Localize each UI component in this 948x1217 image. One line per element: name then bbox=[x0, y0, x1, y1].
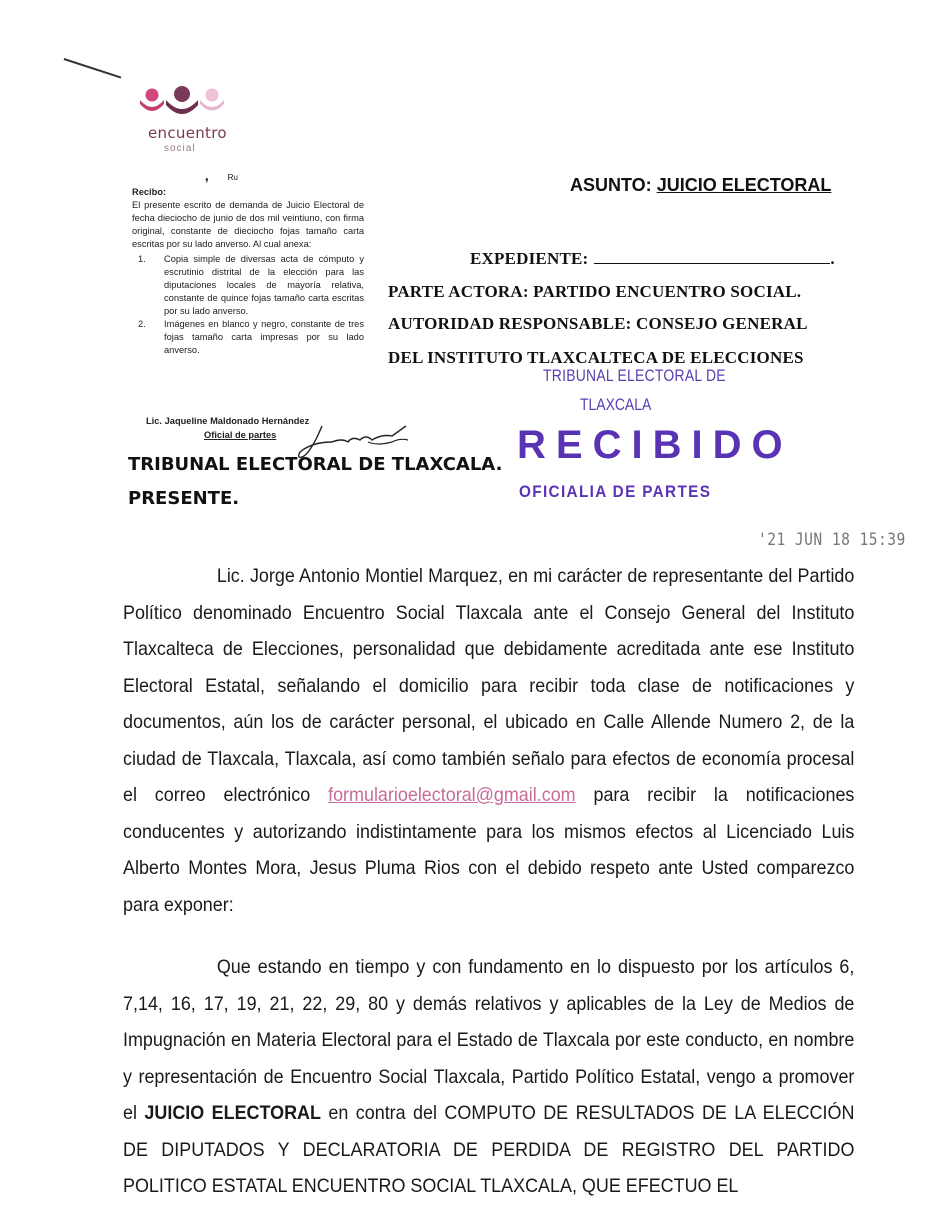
case-file-blank bbox=[594, 249, 830, 264]
annex-item bbox=[132, 318, 364, 357]
logo-subtitle: social bbox=[164, 143, 196, 154]
paragraph-text: Que estando en tiempo y con fundamento en lo dispuesto por los artículos 6, 7,14, 16, 17, 19, 21, 22, 29, 80 y demás relativos y aplicables de la Ley de Medios de Impugnación en Materia Electoral para el Estado de Tlaxcala por este conducto, en nombre y representación de Encuentro Social Tlaxcala, Partido Político Estatal, vengo a promover el bbox=[123, 956, 855, 1124]
stamp-line-state: TLAXCALA bbox=[580, 395, 652, 414]
body-paragraph-1 bbox=[123, 558, 854, 923]
institute-line: DEL INSTITUTO TLAXCALTECA DE ELECCIONES bbox=[388, 348, 804, 367]
reception-text: El presente escrito de demanda de Juicio Electoral de fecha dieciocho de junio de dos mil veintiuno, con firma original, constante de dieciocho fojas tamaño carta escritas por su lado anverso. Al cual anexa: bbox=[132, 200, 364, 249]
paragraph-emphasis: JUICIO ELECTORAL bbox=[144, 1102, 321, 1124]
party-logo bbox=[136, 84, 236, 164]
subject-label: ASUNTO: bbox=[570, 175, 652, 195]
plaintiff-line: PARTE ACTORA: PARTIDO ENCUENTRO SOCIAL. bbox=[388, 282, 802, 301]
paragraph-text: en contra del COMPUTO DE RESULTADOS DE LA ELECCIÓN DE DIPUTADOS Y DECLARATORIA DE PERDIDA DE REGISTRO DEL PARTIDO POLITICO ESTATAL ENCUENTRO SOCIAL TLAXCALA, QUE EFECTUO EL bbox=[123, 1102, 855, 1197]
signer-name: Lic. Jaqueline Maldonado Hernández bbox=[146, 416, 310, 426]
pen-mark bbox=[64, 58, 122, 78]
addressee-court: TRIBUNAL ELECTORAL DE TLAXCALA. bbox=[128, 454, 503, 475]
authority-line: AUTORIDAD RESPONSABLE: CONSEJO GENERAL bbox=[388, 314, 808, 333]
annex-item bbox=[132, 253, 364, 318]
date-stamp: '21 JUN 18 15:39 bbox=[758, 530, 906, 550]
stamp-office: OFICIALIA DE PARTES bbox=[519, 482, 712, 501]
stamp-line-court: TRIBUNAL ELECTORAL DE bbox=[543, 366, 726, 385]
paragraph-text: para recibir la notificaciones conducentes y autorizando indistintamente para los mismos efectos al Licenciado Luis Alberto Montes Mora, Jesus Pluma Rios con el debido respeto ante Usted comparezco para exponer: bbox=[123, 784, 855, 916]
subject-line bbox=[570, 175, 831, 196]
reception-title: Recibo: bbox=[132, 187, 167, 197]
email-link[interactable]: formularioelectoral@gmail.com bbox=[328, 784, 576, 806]
annex-list bbox=[132, 253, 364, 357]
addressee-presente: PRESENTE. bbox=[128, 488, 240, 509]
reception-note bbox=[132, 186, 364, 357]
ink-mark: ᴿᵘ bbox=[228, 172, 239, 186]
case-file-line bbox=[470, 249, 835, 269]
body-paragraph-2 bbox=[123, 949, 854, 1205]
case-file-label: EXPEDIENTE: bbox=[470, 249, 589, 268]
annex-text: Copia simple de diversas acta de cómputo y escrutinio distrital de la elección para las diputaciones locales de mayoría relativa, constante de quince fojas tamaño carta escritas por su lado anverso. bbox=[164, 254, 364, 316]
case-file-end: . bbox=[830, 249, 835, 268]
annex-number: 2. bbox=[138, 319, 146, 329]
annex-number: 1. bbox=[138, 254, 146, 264]
signer-role: Oficial de partes bbox=[204, 430, 277, 440]
paragraph-text: Lic. Jorge Antonio Montiel Marquez, en mi carácter de representante del Partido Político denominado Encuentro Social Tlaxcala ante el Consejo General del Instituto Tlaxcalteca de Elecciones, personalidad que debidamente acreditada ante ese Instituto Electoral Estatal, señalando el domicilio para recibir toda clase de notificaciones y documentos, aún los de carácter personal, el ubicado en Calle Allende Numero 2, de la ciudad de Tlaxcala, Tlaxcala, así como también señalo para efectos de economía procesal el correo electrónico bbox=[123, 565, 855, 806]
annex-text: Imágenes en blanco y negro, constante de tres fojas tamaño carta impresas por su lado anverso. bbox=[164, 319, 364, 355]
stamp-received: RECIBIDO bbox=[517, 423, 793, 467]
logo-figures-icon bbox=[136, 84, 236, 124]
logo-wordmark: encuentro bbox=[148, 124, 227, 142]
subject-value: JUICIO ELECTORAL bbox=[656, 175, 832, 195]
ink-mark: ❜ bbox=[205, 176, 209, 190]
